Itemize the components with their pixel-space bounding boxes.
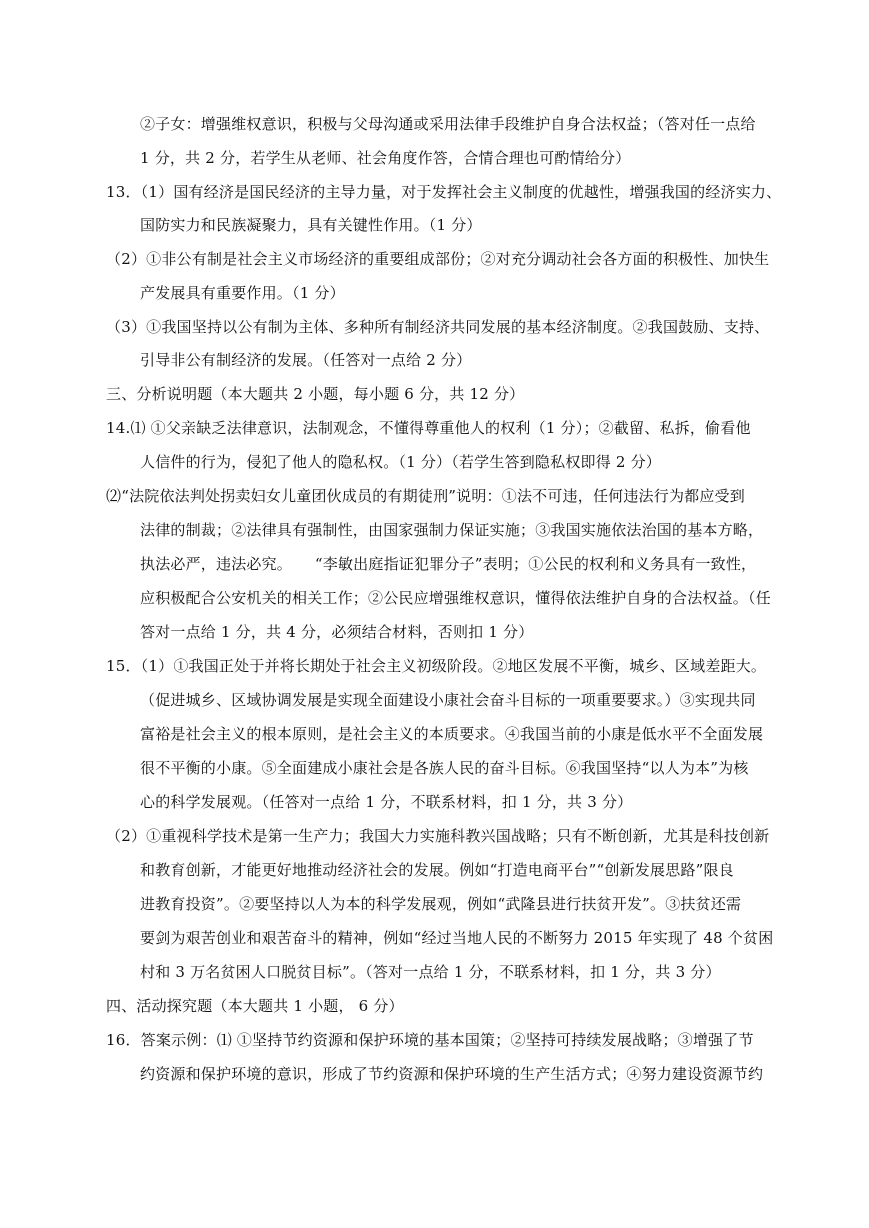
text-line: 富裕是社会主义的根本原则，是社会主义的本质要求。④我国当前的小康是低水平不全面发展 [140,725,764,743]
text-line: 应积极配合公安机关的相关工作；②公民应增强维权意识，懂得依法维护自身的合法权益。（任 [140,589,771,607]
text-line: 引导非公有制经济的发展。（任答对一点给 2 分） [140,351,472,369]
text-line: 和教育创新，才能更好地推动经济社会的发展。例如“打造电商平台”“创新发展思路”限良 [140,861,734,879]
text-line: 很不平衡的小康。⑤全面建成小康社会是各族人民的奋斗目标。⑥我国坚持“以人为本”为核 [140,759,749,777]
text-line: 法律的制裁；②法律具有强制性，由国家强制力保证实施；③我国实施依法治国的基本方略， [140,521,764,539]
text-line: （3）①我国坚持以公有制为主体、多种所有制经济共同发展的基本经济制度。②我国鼓励、支持、 [106,318,770,336]
text-line: 14.⑴ ①父亲缺乏法律意识，法制观念，不懂得尊重他人的权利（1 分）；②截留、私拆，偷看他 [106,419,751,437]
text-line: 15．（1）①我国正处于并将长期处于社会主义初级阶段。②地区发展不平衡，城乡、区域差距大。 [106,657,767,675]
text-line: 要剑为艰苦创业和艰苦奋斗的精神，例如“经过当地人民的不断努力 2015 年实现了 48 个贫困 [140,929,774,947]
text-line: 1 分，共 2 分，若学生从老师、社会角度作答，合情合理也可酌情给分） [140,149,631,167]
text-line: 16．答案示例：⑴ ①坚持节约资源和保护环境的基本国策；②坚持可持续发展战略；③增强了节 [106,1031,754,1049]
section-heading: 四、活动探究题（本大题共 1 小题， 6 分） [106,997,404,1015]
text-line: 心的科学发展观。（任答对一点给 1 分，不联系材料，扣 1 分，共 3 分） [140,793,633,811]
text-line: 答对一点给 1 分，共 4 分，必须结合材料，否则扣 1 分） [140,623,534,641]
text-line: 产发展具有重要作用。（1 分） [140,284,345,302]
text-line: 进教育投资”。②要坚持以人为本的科学发展观，例如“武隆县进行扶贫开发”。③扶贫还需 [140,895,742,913]
text-line: ②子女：增强维权意识，积极与父母沟通或采用法律手段维护自身合法权益；（答对任一点给 [140,115,756,133]
text-line: 国防实力和民族凝聚力，具有关键性作用。（1 分） [140,216,482,234]
text-line: 约资源和保护环境的意识，形成了节约资源和保护环境的生产生活方式；④努力建设资源节约 [140,1065,764,1083]
text-line: 村和 3 万名贫困人口脱贫目标”。（答对一点给 1 分，不联系材料，扣 1 分，共 3 分） [140,963,721,981]
text-line: 13．（1）国有经济是国民经济的主导力量，对于发挥社会主义制度的优越性，增强我国的经济实力、 [106,183,782,201]
section-heading: 三、分析说明题（本大题共 2 小题，每小题 6 分，共 12 分） [106,385,525,403]
text-line: ⑵“法院依法判处拐卖妇女儿童团伙成员的有期徒刑”说明：①法不可违，任何违法行为都应受到 [106,487,745,505]
text-line: 人信件的行为，侵犯了他人的隐私权。（1 分）（若学生答到隐私权即得 2 分） [140,453,661,471]
text-line: （2）①重视科学技术是第一生产力；我国大力实施科教兴国战略；只有不断创新，尤其是科技创新 [106,827,770,845]
text-line: （2）①非公有制是社会主义市场经济的重要组成部份；②对充分调动社会各方面的积极性、加快生 [106,250,770,268]
text-line: 执法必严，违法必究。 “李敏出庭指证犯罪分子”表明；①公民的权利和义务具有一致性， [140,555,757,573]
text-line: （促进城乡、区域协调发展是实现全面建设小康社会奋斗目标的一项重要要求。）③实现共同 [140,691,756,709]
